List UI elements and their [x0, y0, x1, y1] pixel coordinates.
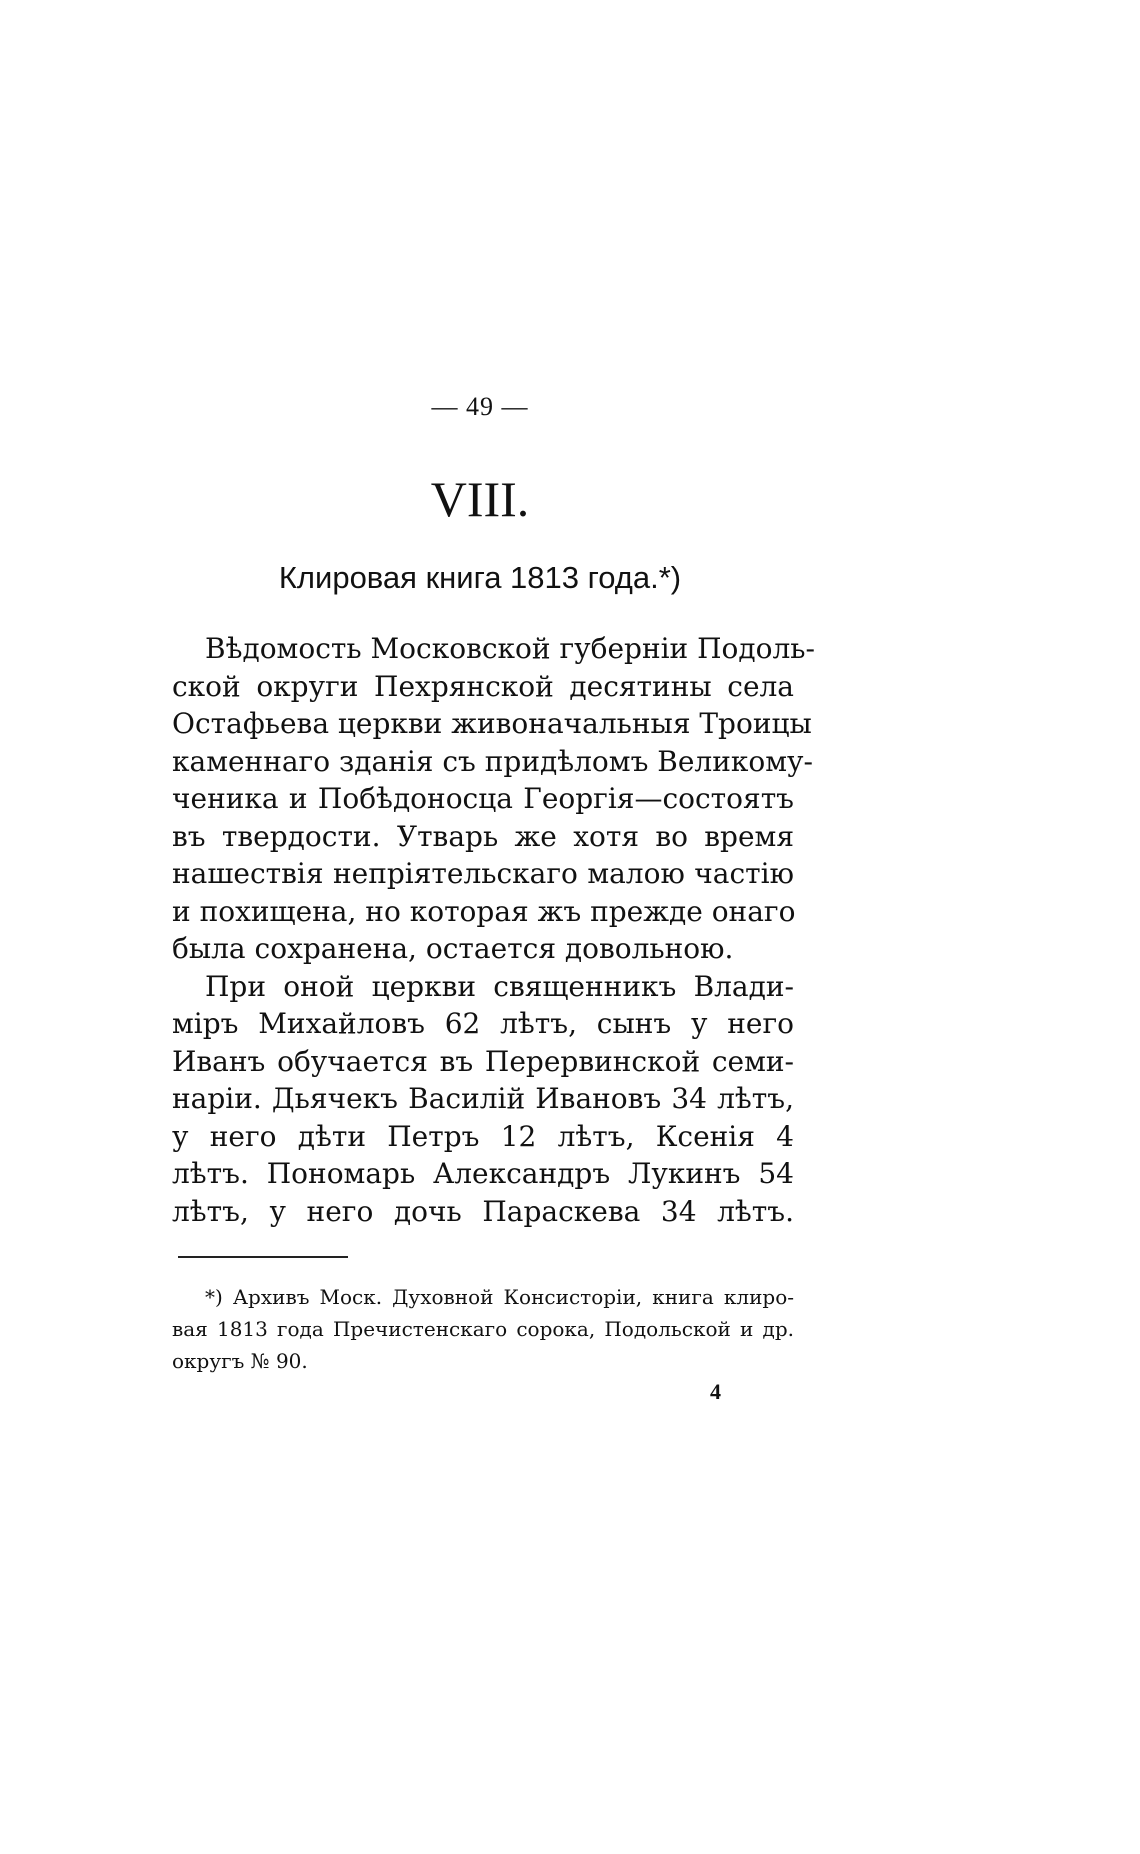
footnote-line: вая 1813 года Пречистенскаго сорока, Подольской и др. [172, 1317, 794, 1341]
footnote [172, 1281, 794, 1377]
paragraph [172, 968, 794, 1231]
text-line: въ твердости. Утварь же хотя во время [172, 819, 794, 853]
text-line: міръ Михайловъ 62 лѣтъ, сынъ у него [172, 1007, 794, 1040]
text-line: При оной церкви священникъ Влади- [205, 969, 794, 1003]
text-line: Иванъ обучается въ Перервинской семи- [172, 1044, 794, 1078]
text-line: нашествія непріятельскаго малою частію [172, 857, 794, 890]
text-line: лѣтъ. Пономарь Александръ Лукинъ 54 [172, 1157, 794, 1190]
text-line: лѣтъ, у него дочь Параскева 34 лѣтъ. [172, 1194, 794, 1228]
main-text [172, 630, 815, 1230]
signature-mark: 4 [710, 1379, 721, 1404]
footnote-divider [178, 1256, 348, 1258]
text-line: была сохранена, остается довольною. [172, 932, 734, 965]
text-line: у него дѣти Петръ 12 лѣтъ, Ксенія 4 [172, 1119, 794, 1153]
page-number: — 49 — [431, 392, 529, 421]
text-line: каменнаго зданія съ придѣломъ Великому- [172, 744, 813, 778]
text-line: наріи. Дьячекъ Василій Ивановъ 34 лѣтъ, [172, 1082, 794, 1115]
text-line: ченика и Побѣдоносца Георгія—состоятъ [172, 782, 794, 815]
chapter-title: Клировая книга 1813 года.*) [278, 560, 682, 595]
text-line: и похищена, но которая жъ прежде онаго [172, 894, 796, 928]
footnote-line: *) Архивъ Моск. Духовной Консисторіи, книга клиро- [205, 1285, 794, 1309]
chapter-numeral: VIII. [430, 471, 530, 527]
text-line: ской округи Пехрянской десятины села [172, 669, 794, 703]
text-line: Остафьева церкви живоначальныя Троицы [172, 707, 812, 740]
footnote-line: округъ № 90. [172, 1349, 308, 1373]
paragraph [172, 630, 815, 968]
text-line: Вѣдомость Московской губерніи Подоль- [205, 632, 815, 665]
